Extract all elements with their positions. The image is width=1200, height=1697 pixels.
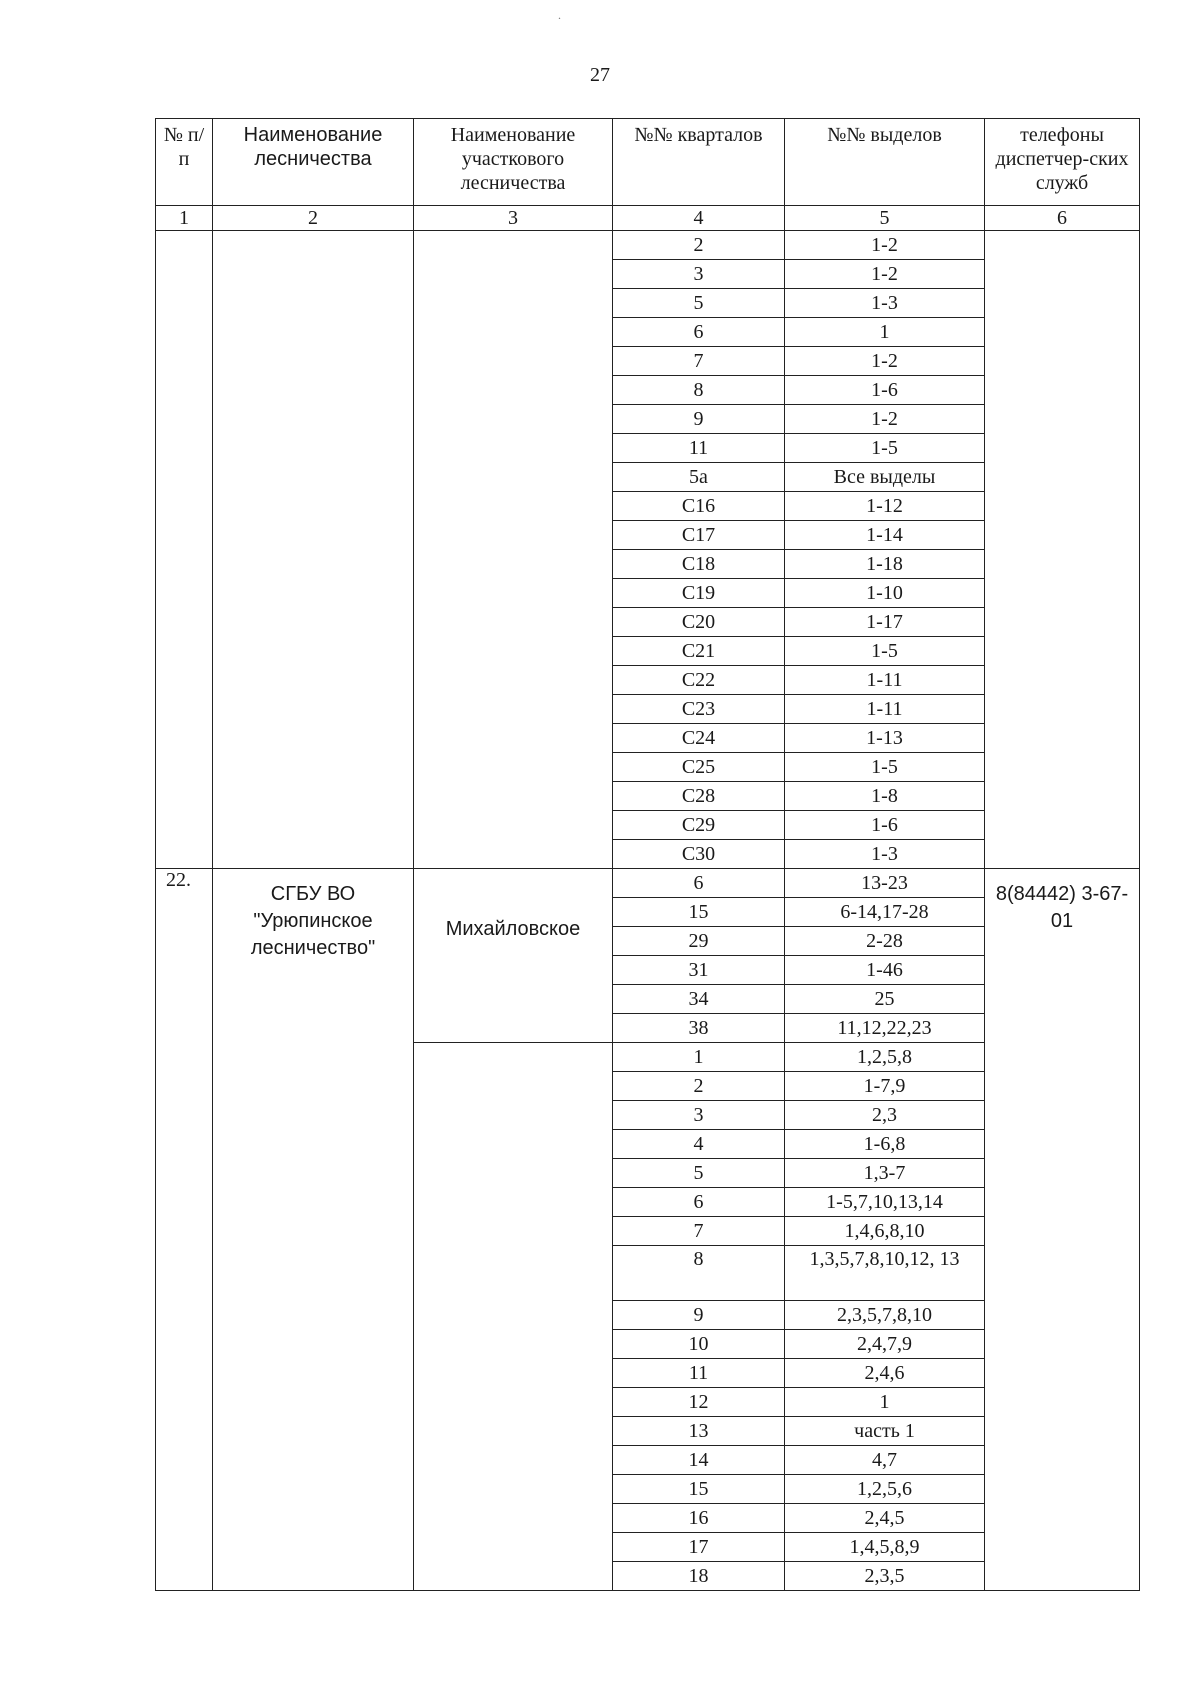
plots-cell: 1-2 <box>785 347 985 376</box>
plots-cell: 1-2 <box>785 260 985 289</box>
forestry-name: СГБУ ВО "Урюпинское лесничество" <box>213 869 414 1591</box>
quarter-cell: 14 <box>613 1446 785 1475</box>
plots-cell: 1-2 <box>785 231 985 260</box>
plots-cell: 4,7 <box>785 1446 985 1475</box>
index-cell: 6 <box>985 206 1140 231</box>
header-plots: №№ выделов <box>785 119 985 206</box>
quarter-cell: 1 <box>613 1043 785 1072</box>
quarter-cell: С25 <box>613 753 785 782</box>
quarter-cell: С22 <box>613 666 785 695</box>
quarter-cell: 7 <box>613 347 785 376</box>
quarter-cell: 9 <box>613 405 785 434</box>
plots-cell: 1-17 <box>785 608 985 637</box>
plots-cell: 1-5 <box>785 753 985 782</box>
quarter-cell: С16 <box>613 492 785 521</box>
quarter-cell: С24 <box>613 724 785 753</box>
quarter-cell: 3 <box>613 260 785 289</box>
plots-cell: 6-14,17-28 <box>785 898 985 927</box>
quarter-cell: 18 <box>613 1562 785 1591</box>
plots-cell: 2,3,5 <box>785 1562 985 1591</box>
quarter-cell: 2 <box>613 231 785 260</box>
quarter-cell: 8 <box>613 1246 785 1301</box>
plots-cell: 1-11 <box>785 666 985 695</box>
quarter-cell: 4 <box>613 1130 785 1159</box>
header-quarters: №№ кварталов <box>613 119 785 206</box>
plots-cell: 2-28 <box>785 927 985 956</box>
table-row <box>156 869 1140 898</box>
plots-cell: 1-18 <box>785 550 985 579</box>
plots-cell: 1 <box>785 318 985 347</box>
quarter-cell: 3 <box>613 1101 785 1130</box>
quarter-cell: 11 <box>613 434 785 463</box>
plots-cell: 1-6 <box>785 376 985 405</box>
plots-cell: 2,4,7,9 <box>785 1330 985 1359</box>
quarter-cell: 6 <box>613 1188 785 1217</box>
quarter-cell: 13 <box>613 1417 785 1446</box>
plots-cell: 1,4,5,8,9 <box>785 1533 985 1562</box>
district-name: Михайловское <box>414 869 613 1043</box>
plots-cell: 1-2 <box>785 405 985 434</box>
quarter-cell: С21 <box>613 637 785 666</box>
district-cell-empty <box>414 1043 613 1591</box>
table-row <box>156 231 1140 260</box>
quarter-cell: 15 <box>613 898 785 927</box>
quarter-cell: 15 <box>613 1475 785 1504</box>
header-district: Наименование участкового лесничества <box>414 119 613 206</box>
quarter-cell: С29 <box>613 811 785 840</box>
plots-cell: 1-6 <box>785 811 985 840</box>
header-number: № п/п <box>156 119 213 206</box>
plots-cell: часть 1 <box>785 1417 985 1446</box>
quarter-cell: 31 <box>613 956 785 985</box>
quarter-cell: 10 <box>613 1330 785 1359</box>
quarter-cell: 38 <box>613 1014 785 1043</box>
plots-cell: 25 <box>785 985 985 1014</box>
plots-cell: 2,3,5,7,8,10 <box>785 1301 985 1330</box>
index-cell: 1 <box>156 206 213 231</box>
quarter-cell: 11 <box>613 1359 785 1388</box>
plots-cell: 2,4,6 <box>785 1359 985 1388</box>
plots-cell: 1-13 <box>785 724 985 753</box>
plots-cell: 1-8 <box>785 782 985 811</box>
quarter-cell: С20 <box>613 608 785 637</box>
plots-cell: 1,3,5,7,8,10,12, 13 <box>785 1246 985 1301</box>
quarter-cell: 6 <box>613 318 785 347</box>
number-cell-empty <box>156 231 213 869</box>
quarter-cell: 8 <box>613 376 785 405</box>
index-cell: 2 <box>213 206 414 231</box>
forestry-cell-empty <box>213 231 414 869</box>
plots-cell: 1,2,5,6 <box>785 1475 985 1504</box>
quarter-cell: 7 <box>613 1217 785 1246</box>
plots-cell: 1-14 <box>785 521 985 550</box>
scan-speck: . <box>558 8 561 22</box>
plots-cell: 11,12,22,23 <box>785 1014 985 1043</box>
plots-cell: 1-6,8 <box>785 1130 985 1159</box>
forestry-table <box>155 118 1140 1591</box>
phone-cell-empty <box>985 231 1140 869</box>
page-number: 27 <box>590 64 610 86</box>
index-cell: 5 <box>785 206 985 231</box>
plots-cell: 2,4,5 <box>785 1504 985 1533</box>
entry-number: 22. <box>156 869 213 1591</box>
index-cell: 3 <box>414 206 613 231</box>
index-row <box>156 206 1140 231</box>
quarter-cell: 5 <box>613 289 785 318</box>
quarter-cell: С18 <box>613 550 785 579</box>
header-forestry: Наименование лесничества <box>213 119 414 206</box>
quarter-cell: 12 <box>613 1388 785 1417</box>
quarter-cell: С19 <box>613 579 785 608</box>
plots-cell: 1-5,7,10,13,14 <box>785 1188 985 1217</box>
plots-cell: 1-7,9 <box>785 1072 985 1101</box>
index-cell: 4 <box>613 206 785 231</box>
quarter-cell: 2 <box>613 1072 785 1101</box>
plots-cell: 2,3 <box>785 1101 985 1130</box>
quarter-cell: 34 <box>613 985 785 1014</box>
plots-cell: Все выделы <box>785 463 985 492</box>
quarter-cell: С17 <box>613 521 785 550</box>
plots-cell: 1 <box>785 1388 985 1417</box>
quarter-cell: 9 <box>613 1301 785 1330</box>
plots-cell: 1-11 <box>785 695 985 724</box>
plots-cell: 13-23 <box>785 869 985 898</box>
quarter-cell: С28 <box>613 782 785 811</box>
plots-cell: 1,3-7 <box>785 1159 985 1188</box>
quarter-cell: 6 <box>613 869 785 898</box>
plots-cell: 1-12 <box>785 492 985 521</box>
quarter-cell: 17 <box>613 1533 785 1562</box>
plots-cell: 1-5 <box>785 637 985 666</box>
plots-cell: 1-5 <box>785 434 985 463</box>
phone-number: 8(84442) 3-67-01 <box>985 869 1140 1591</box>
plots-cell: 1,2,5,8 <box>785 1043 985 1072</box>
quarter-cell: 16 <box>613 1504 785 1533</box>
quarter-cell: 29 <box>613 927 785 956</box>
quarter-cell: 5 <box>613 1159 785 1188</box>
plots-cell: 1-46 <box>785 956 985 985</box>
plots-cell: 1-3 <box>785 840 985 869</box>
quarter-cell: С23 <box>613 695 785 724</box>
district-cell-empty <box>414 231 613 869</box>
quarter-cell: С30 <box>613 840 785 869</box>
header-phones: телефоны диспетчер-ских служб <box>985 119 1140 206</box>
plots-cell: 1,4,6,8,10 <box>785 1217 985 1246</box>
quarter-cell: 5а <box>613 463 785 492</box>
plots-cell: 1-10 <box>785 579 985 608</box>
header-row <box>156 119 1140 206</box>
plots-cell: 1-3 <box>785 289 985 318</box>
